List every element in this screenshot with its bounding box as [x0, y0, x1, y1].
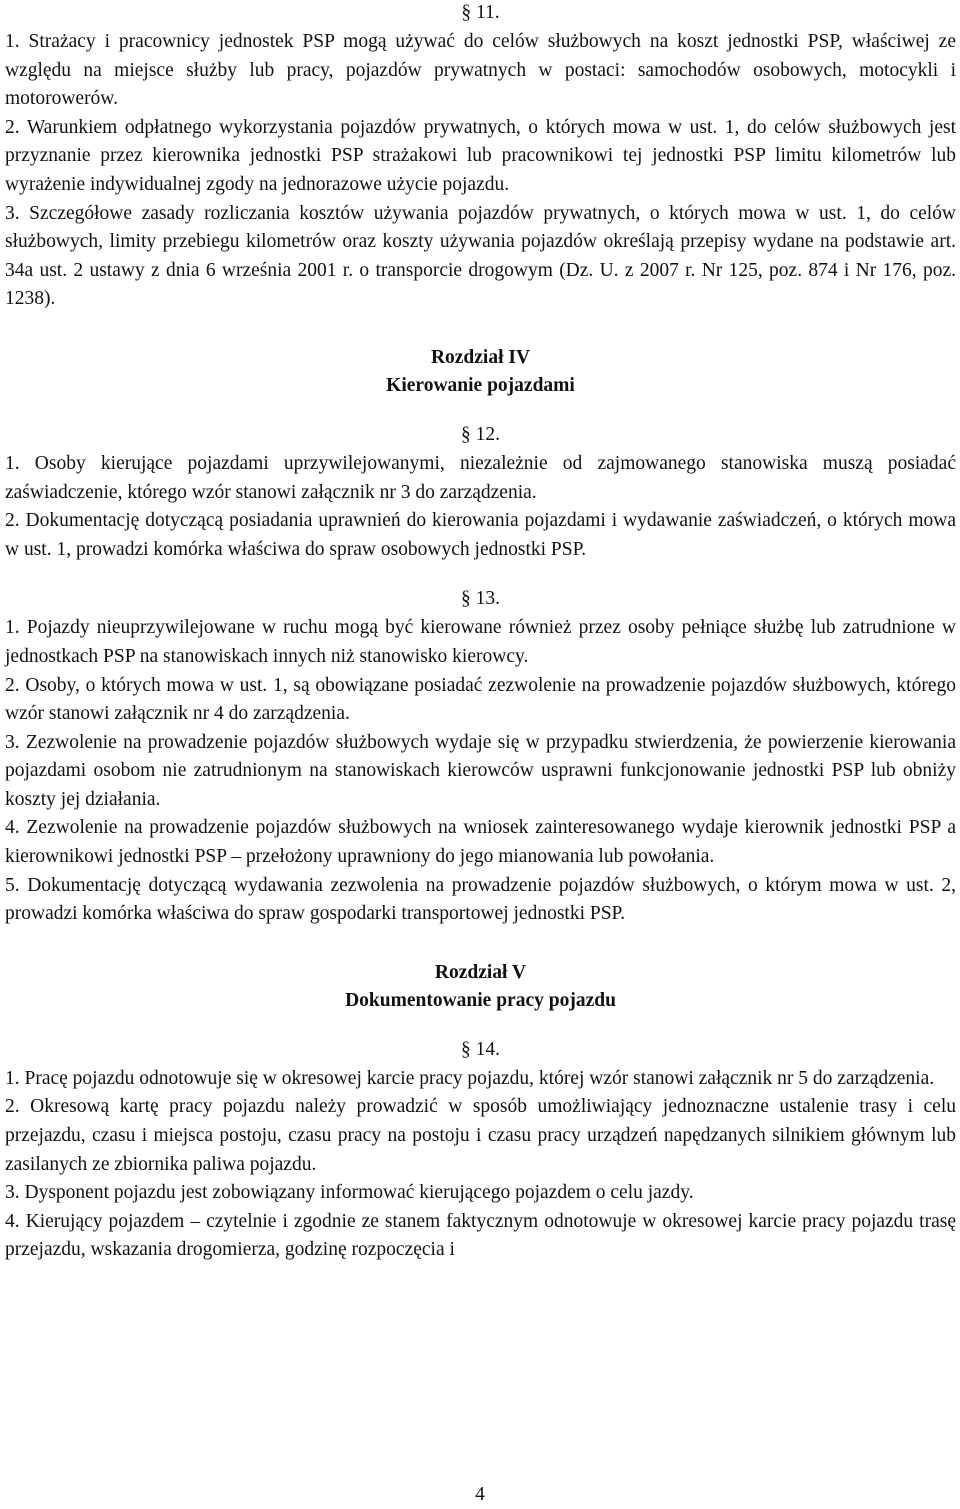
- chapter-heading: Rozdział V: [434, 961, 527, 983]
- paragraph: 3. Dysponent pojazdu jest zobowiązany informować kierującego pojazdem o celu jazdy.: [5, 1182, 694, 1204]
- paragraph: 4. Zezwolenie na prowadzenie pojazdów służbowych na wniosek zainteresowanego wydaje kierownik jednostki PSP a kierownikowi jednostki PSP – przełożony uprawniony do jego mianowania lub powołania.: [5, 817, 956, 868]
- paragraph: 2. Okresową kartę pracy pojazdu należy prowadzić w sposób umożliwiający jednoznaczne ustalenie trasy i celu przejazdu, czasu i miejsca postoju, czasu pracy na postoju i czasu pracy urządzeń napędzanych silnikiem głównym lub zasilanych ze zbiornika paliwa pojazdu.: [5, 1096, 956, 1175]
- section-mark: § 12.: [461, 423, 500, 445]
- paragraph: 1. Strażacy i pracownicy jednostek PSP mogą używać do celów służbowych na koszt jednostki PSP, właściwej ze względu na miejsce służby lub pracy, pojazdów prywatnych w postaci: samochodów osobowych, motocykli i motorowerów.: [5, 31, 956, 110]
- paragraph: 1. Pracę pojazdu odnotowuje się w okresowej karcie pracy pojazdu, której wzór stanowi załącznik nr 5 do zarządzenia.: [5, 1067, 935, 1089]
- document-page: [5, 0, 956, 1265]
- chapter-title: Dokumentowanie pracy pojazdu: [345, 989, 616, 1011]
- paragraph: 1. Osoby kierujące pojazdami uprzywilejowanymi, niezależnie od zajmowanego stanowiska muszą posiadać zaświadczenie, którego wzór stanowi załącznik nr 3 do zarządzenia.: [5, 452, 956, 503]
- paragraph: 1. Pojazdy nieuprzywilejowane w ruchu mogą być kierowane również przez osoby pełniące służbę lub zatrudnione w jednostkach PSP na stanowiskach innych niż stanowisko kierowcy.: [5, 617, 956, 667]
- paragraph: 2. Warunkiem odpłatnego wykorzystania pojazdów prywatnych, o których mowa w ust. 1, do celów służbowych jest przyznanie przez kierownika jednostki PSP strażakowi lub pracownikowi tej jednostki PSP limitu kilometrów lub wyrażenie indywidualnej zgody na jednorazowe użycie pojazdu.: [5, 116, 956, 195]
- page-number: 4: [475, 1484, 485, 1505]
- paragraph: 2. Dokumentację dotyczącą posiadania uprawnień do kierowania pojazdami i wydawanie zaświadczeń, o których mowa w ust. 1, prowadzi komórka właściwa do spraw osobowych jednostki PSP.: [5, 510, 956, 560]
- paragraph: 4. Kierujący pojazdem – czytelnie i zgodnie ze stanem faktycznym odnotowuje w okresowej karcie pracy pojazdu trasę przejazdu, wskazania drogomierza, godzinę rozpoczęcia i: [5, 1210, 956, 1261]
- section-mark: § 13.: [461, 588, 500, 610]
- paragraph: 2. Osoby, o których mowa w ust. 1, są obowiązane posiadać zezwolenie na prowadzenie pojazdów służbowych, którego wzór stanowi załącznik nr 4 do zarządzenia.: [5, 674, 956, 725]
- section-mark: § 14.: [461, 1038, 500, 1060]
- paragraph: 3. Zezwolenie na prowadzenie pojazdów służbowych wydaje się w przypadku stwierdzenia, że powierzenie kierowania pojazdami osobom nie zatrudnionym na stanowiskach kierowców usprawni funkcjonowanie jednostki PSP lub obniży koszty jej działania.: [5, 731, 956, 810]
- section-mark: § 11.: [461, 2, 500, 23]
- chapter-title: Kierowanie pojazdami: [386, 374, 575, 396]
- paragraph: 5. Dokumentację dotyczącą wydawania zezwolenia na prowadzenie pojazdów służbowych, o którym mowa w ust. 2, prowadzi komórka właściwa do spraw gospodarki transportowej jednostki PSP.: [5, 874, 956, 925]
- paragraph: 3. Szczegółowe zasady rozliczania kosztów używania pojazdów prywatnych, o których mowa w ust. 1, do celów służbowych, limity przebiegu kilometrów oraz koszty używania pojazdów określają przepisy wydane na podstawie art. 34a ust. 2 ustawy z dnia 6 września 2001 r. o transporcie drogowym (Dz. U. z 2007 r. Nr 125, poz. 874 i Nr 176, poz. 1238).: [5, 202, 956, 310]
- chapter-heading: Rozdział IV: [430, 346, 531, 368]
